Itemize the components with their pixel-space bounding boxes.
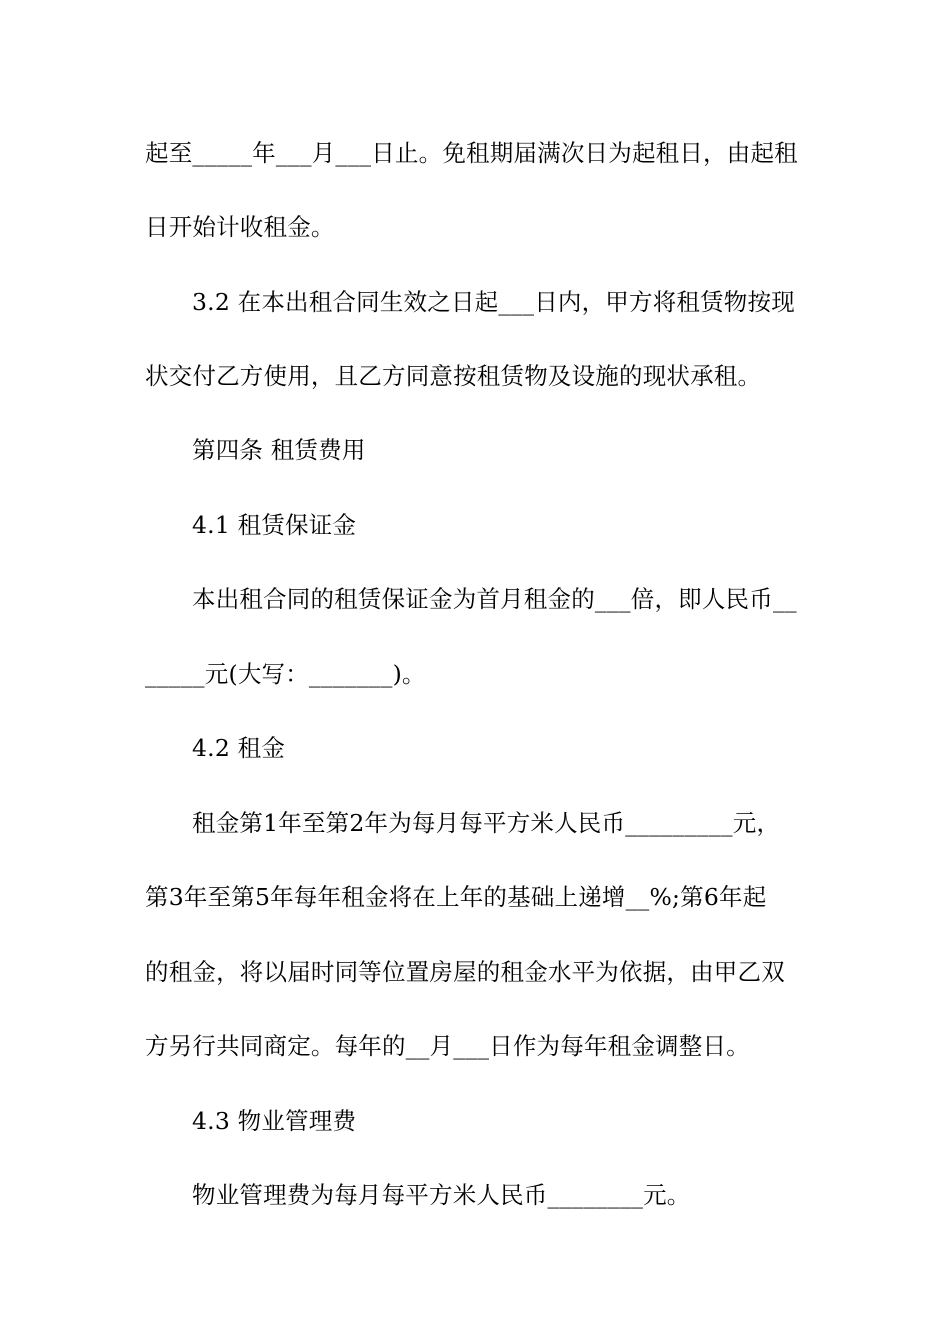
paragraph-line: 3.2 在本出租合同生效之日起___日内，甲方将租赁物按现 — [192, 288, 795, 316]
paragraph-line: _____元(大写：_______)。 — [145, 660, 426, 688]
subsection-heading: 4.1 租赁保证金 — [192, 511, 357, 539]
paragraph-line: 本出租合同的租赁保证金为首月租金的___倍，即人民币__ — [192, 585, 797, 613]
paragraph-line: 第3年至第5年每年租金将在上年的基础上递增__%;第6年起 — [145, 883, 767, 911]
paragraph-line: 方另行共同商定。每年的__月___日作为每年租金调整日。 — [145, 1032, 750, 1060]
paragraph-line: 起至_____年___月___日止。免租期届满次日为起租日，由起租 — [145, 139, 798, 167]
paragraph-line: 的租金，将以届时同等位置房屋的租金水平为依据，由甲乙双 — [145, 958, 785, 986]
section-heading: 第四条 租赁费用 — [192, 436, 366, 464]
paragraph-line: 租金第1年至第2年为每月每平方米人民币_________元， — [192, 809, 781, 837]
paragraph-line: 物业管理费为每月每平方米人民币________元。 — [192, 1181, 691, 1209]
paragraph-line: 日开始计收租金。 — [145, 213, 335, 241]
subsection-heading: 4.2 租金 — [192, 734, 286, 762]
subsection-heading: 4.3 物业管理费 — [192, 1107, 357, 1135]
paragraph-line: 状交付乙方使用，且乙方同意按租赁物及设施的现状承租。 — [145, 362, 762, 390]
